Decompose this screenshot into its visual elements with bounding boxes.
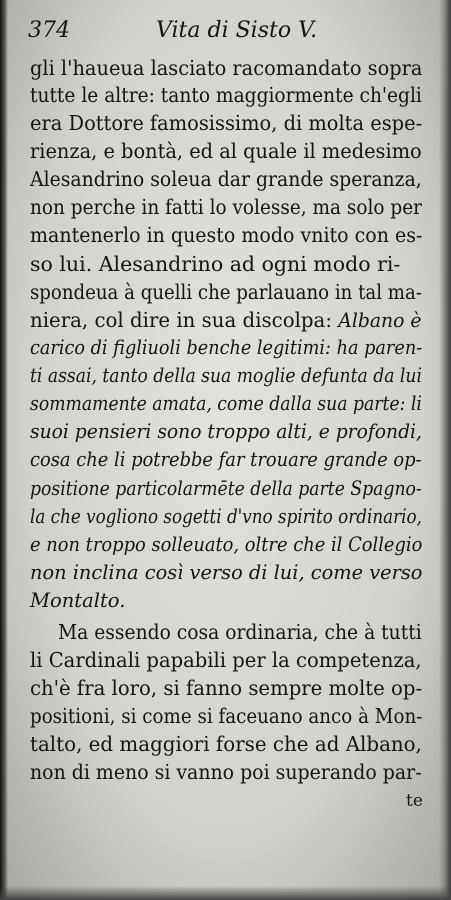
text-line-3: era Dottore famosissimo, di molta espe- bbox=[30, 111, 423, 135]
paragraph-2-line-4: positioni, si come si faceuano anco à Mon- bbox=[30, 704, 423, 728]
quote-line-7: la che vogliono sogetti d'vno spirito ordinario, bbox=[30, 505, 422, 528]
page-number: 374 bbox=[28, 18, 70, 43]
text-line-10 bbox=[30, 310, 422, 331]
paragraph-2-line-3: ch'è fra loro, si fanno sempre molte op- bbox=[30, 676, 423, 700]
catchword: te bbox=[406, 791, 423, 811]
quote-line-5: cosa che li potrebbe far trouare grande op- bbox=[30, 448, 422, 471]
page-header bbox=[28, 18, 432, 44]
quote-line-9: non inclina così verso di lui, come verso bbox=[30, 561, 423, 584]
paragraph-2-line-1: Ma essendo cosa ordinaria, che à tutti bbox=[58, 620, 422, 644]
text-line-4: rienza, e bontà, ed al quale il medesimo bbox=[30, 139, 422, 163]
quote-line-1: carico di figliuoli benche legitimi: ha paren- bbox=[30, 336, 423, 359]
quote-line-8: e non troppo solleuato, oltre che il Collegio bbox=[30, 533, 423, 556]
text-line-6: non perche in fatti lo volesse, ma solo per bbox=[30, 195, 423, 219]
text-line-5: Alesandrino soleua dar grande speranza, bbox=[30, 167, 422, 191]
paragraph-2-line-5: talto, ed maggiori forse che ad Albano, bbox=[30, 732, 422, 756]
page-left-shadow bbox=[0, 0, 8, 900]
text-line-2: tutte le altre: tanto maggiormente ch'egli bbox=[30, 83, 422, 107]
page-right-edge bbox=[439, 0, 451, 900]
running-head: Vita di Sisto V. bbox=[156, 18, 318, 43]
text-line-10-italic: Albano è bbox=[338, 309, 422, 332]
paragraph-2-line-2: li Cardinali papabili per la competenza, bbox=[30, 648, 422, 672]
text-line-9: spondeua à quelli che parlauano in tal ma- bbox=[30, 280, 422, 304]
text-line-8: so lui. Alesandrino ad ogni modo ri- bbox=[30, 252, 401, 276]
paragraph-2-line-6: non di meno si vanno poi superando par- bbox=[30, 760, 422, 784]
quote-line-4: suoi pensieri sono troppo alti, e profondi, bbox=[30, 420, 422, 443]
text-line-10-roman: niera, col dire in sua discolpa: bbox=[30, 308, 339, 332]
text-line-7: mantenerlo in questo modo vnito con es- bbox=[30, 223, 423, 247]
quote-line-10: Montalto. bbox=[30, 589, 126, 612]
quote-line-3: sommamente amata, come dalla sua parte: li bbox=[30, 392, 422, 415]
text-line-1: gli l'haueua lasciato racomandato sopra bbox=[30, 56, 423, 80]
page-bottom-shadow bbox=[0, 886, 451, 900]
quote-line-2: ti assai, tanto della sua moglie defunta da lui bbox=[30, 364, 422, 387]
quote-line-6: positione particolarmēte della parte Spagno- bbox=[30, 477, 422, 500]
